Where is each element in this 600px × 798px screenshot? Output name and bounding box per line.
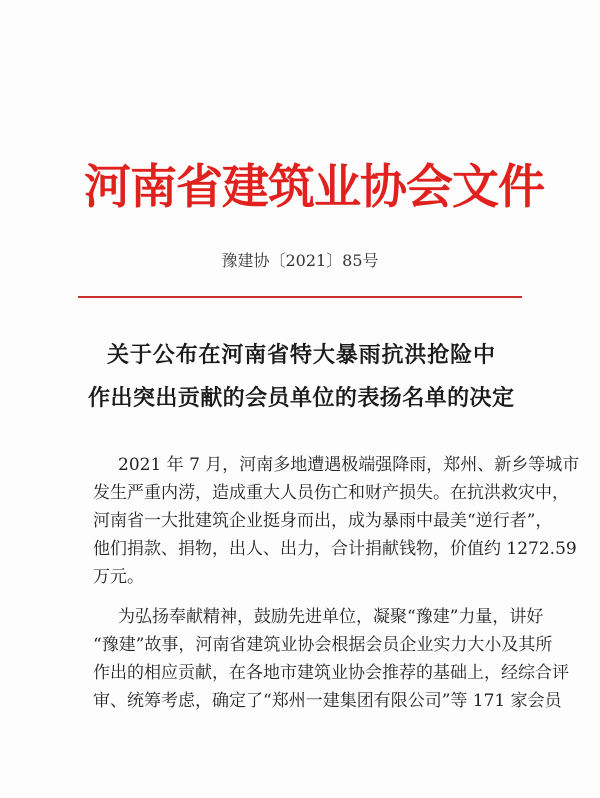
paragraph-line: 审、统筹考虑，确定了“郑州一建集团有限公司”等 171 家会员 bbox=[93, 691, 562, 711]
red-divider bbox=[78, 296, 522, 298]
paragraph-line: 他们捐款、捐物，出人、出力，合计捐献钱物，价值约 1272.59 bbox=[93, 539, 577, 559]
paragraph-line: 发生严重内涝，造成重大人员伤亡和财产损失。在抗洪救灾中， bbox=[93, 483, 569, 503]
heading-line-2: 作出突出贡献的会员单位的表扬名单的决定 bbox=[88, 385, 514, 411]
document-header-title: 河南省建筑业协会文件 bbox=[84, 160, 544, 215]
paragraph-line: 为弘扬奉献精神，鼓励先进单位，凝聚“豫建”力量，讲好 bbox=[118, 607, 544, 627]
document-number: 豫建协〔2021〕85号 bbox=[221, 251, 379, 270]
paragraph-line: 万元。 bbox=[93, 567, 144, 587]
paragraph-line: 2021 年 7 月，河南多地遭遇极端强降雨，郑州、新乡等城市 bbox=[118, 455, 580, 475]
paragraph-line: 作出的相应贡献，在各地市建筑业协会推荐的基础上，经综合评 bbox=[93, 663, 569, 683]
paragraph-line: 河南省一大批建筑企业挺身而出，成为暴雨中最美“逆行者”， bbox=[93, 511, 553, 531]
paragraph-line: “豫建”故事，河南省建筑业协会根据会员企业实力大小及其所 bbox=[93, 635, 553, 655]
heading-line-1: 关于公布在河南省特大暴雨抗洪抢险中 bbox=[107, 342, 495, 368]
